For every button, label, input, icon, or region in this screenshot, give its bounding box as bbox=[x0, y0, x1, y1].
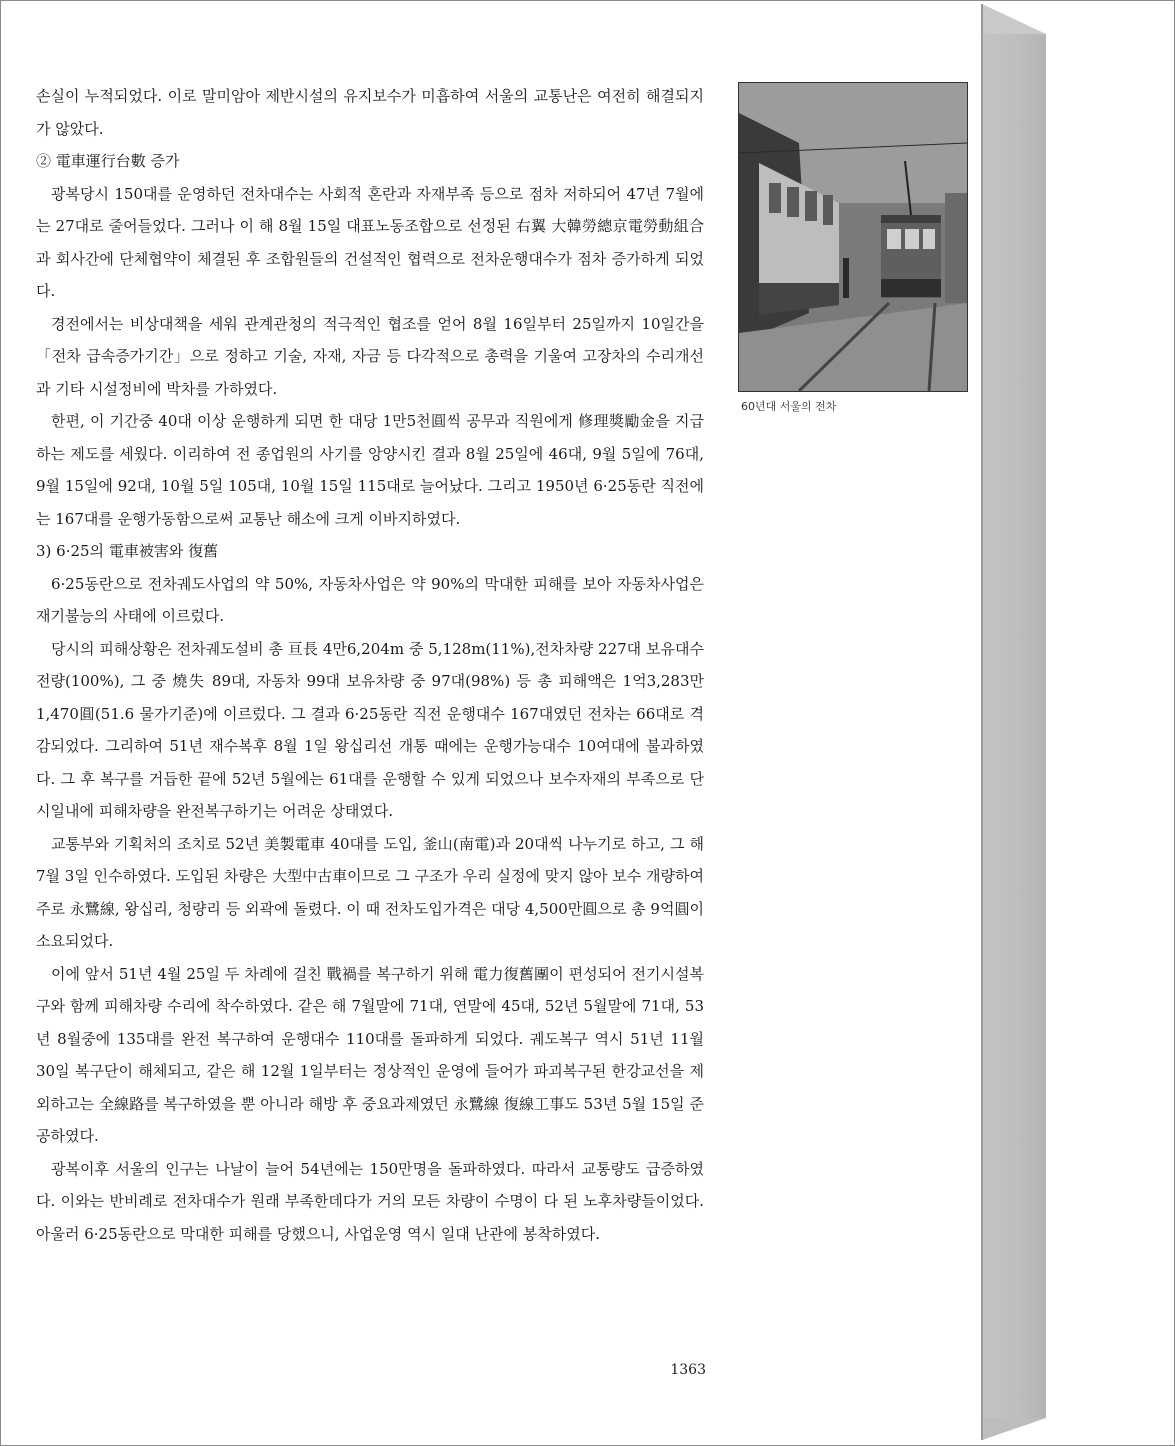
paragraph: 교통부와 기획처의 조치로 52년 美製電車 40대를 도입, 釜山(南電)과 20대씩 나누기로 하고, 그 해 7월 3일 인수하였다. 도입된 차량은 大型中古車이므로 그 구조가 우리 실정에 맞지 않아 보수 개량하여 주로 永鷺線, 왕십리, 청량리 등 외곽에 돌렸다. 이 때 전차도입가격은 대당 4,500만圓으로 총 9억圓이 소요되었다. bbox=[36, 834, 704, 950]
paragraph: 손실이 누적되었다. 이로 말미암아 제반시설의 유지보수가 미흡하여 서울의 교통난은 여전히 해결되지가 않았다. bbox=[36, 87, 704, 138]
book-spine bbox=[982, 34, 1046, 1418]
body-text bbox=[36, 80, 704, 1250]
tram-photo-illustration bbox=[739, 83, 967, 391]
subsection-heading: ② 電車運行台數 증가 bbox=[36, 152, 180, 170]
paragraph: 한편, 이 기간중 40대 이상 운행하게 되면 한 대당 1만5천圓씩 공무과 직원에게 修理獎勵金을 지급하는 제도를 세웠다. 이리하여 전 종업원의 사기를 앙양시킨 결과 8월 25일에 46대, 9월 5일에 76대, 9월 15일에 92대, 10월 5일 105대, 10월 15일 115대로 늘어났다. 그리고 1950년 6·25동란 직전에는 167대를 운행가동함으로써 교통난 해소에 크게 이바지하였다. bbox=[36, 412, 704, 528]
book-spine-top bbox=[982, 4, 1046, 34]
paragraph: 6·25동란으로 전차궤도사업의 약 50%, 자동차사업은 약 90%의 막대한 피해를 보아 자동차사업은 재기불능의 사태에 이르렀다. bbox=[36, 574, 704, 625]
photo-caption: 60년대 서울의 전차 bbox=[741, 400, 837, 413]
paragraph: 이에 앞서 51년 4월 25일 두 차례에 걸친 戰禍를 복구하기 위해 電力復舊團이 편성되어 전기시설복구와 함께 피해차량 수리에 착수하였다. 같은 해 7월말에 71대, 연말에 45대, 52년 5월말에 71대, 53년 8월중에 135대를 완전 복구하여 운행대수 110대를 돌파하게 되었다. 궤도복구 역시 51년 11월 30일 복구단이 해체되고, 같은 해 12월 1일부터는 정상적인 운영에 들어가 파괴복구된 한강교선을 제외하고는 全線路를 복구하였을 뿐 아니라 해방 후 중요과제였던 永鷺線 復線工事도 53년 5월 15일 준공하였다. bbox=[36, 964, 704, 1145]
page-number: 1363 bbox=[670, 1362, 706, 1378]
page-edge bbox=[981, 4, 983, 1440]
paragraph: 광복이후 서울의 인구는 나날이 늘어 54년에는 150만명을 돌파하였다. 따라서 교통량도 급증하였다. 이와는 반비례로 전차대수가 원래 부족한데다가 거의 모든 차량이 수명이 다 된 노후차량들이었다. 아울러 6·25동란으로 막대한 피해를 당했으니, 사업운영 역시 일대 난관에 봉착하였다. bbox=[36, 1159, 704, 1243]
section-heading: 3) 6·25의 電車被害와 復舊 bbox=[36, 542, 219, 560]
paragraph: 경전에서는 비상대책을 세워 관계관청의 적극적인 협조를 얻어 8월 16일부터 25일까지 10일간을 「전차 급속증가기간」으로 정하고 기술, 자재, 자금 등 다각적으로 총력을 기울여 고장차의 수리개선과 기타 시설정비에 박차를 가하였다. bbox=[36, 314, 704, 398]
paragraph: 광복당시 150대를 운영하던 전차대수는 사회적 혼란과 자재부족 등으로 점차 저하되어 47년 7월에는 27대로 줄어들었다. 그러나 이 해 8월 15일 대표노동조합으로 선정된 右翼 大韓勞總京電勞動組合과 회사간에 단체협약이 체결된 후 조합원들의 건설적인 협력으로 전차운행대수가 점차 증가하게 되었다. bbox=[36, 184, 704, 300]
tram-photo bbox=[738, 82, 968, 392]
book-spine-bottom bbox=[982, 1418, 1046, 1440]
paragraph: 당시의 피해상황은 전차궤도설비 총 亘長 4만6,204m 중 5,128m(11%),전차차량 227대 보유대수 전량(100%), 그 중 燒失 89대, 자동차 99대 보유차량 중 97대(98%) 등 총 피해액은 1억3,283만1,470圓(51.6 물가기준)에 이르렀다. 그 결과 6·25동란 직전 운행대수 167대였던 전차는 66대로 격감되었다. 그리하여 51년 재수복후 8월 1일 왕십리선 개통 때에는 운행가능대수 10여대에 불과하였다. 그 후 복구를 거듭한 끝에 52년 5월에는 61대를 운행할 수 있게 되었으나 보수자재의 부족으로 단시일내에 피해차량을 완전복구하기는 어려운 상태였다. bbox=[36, 639, 704, 820]
